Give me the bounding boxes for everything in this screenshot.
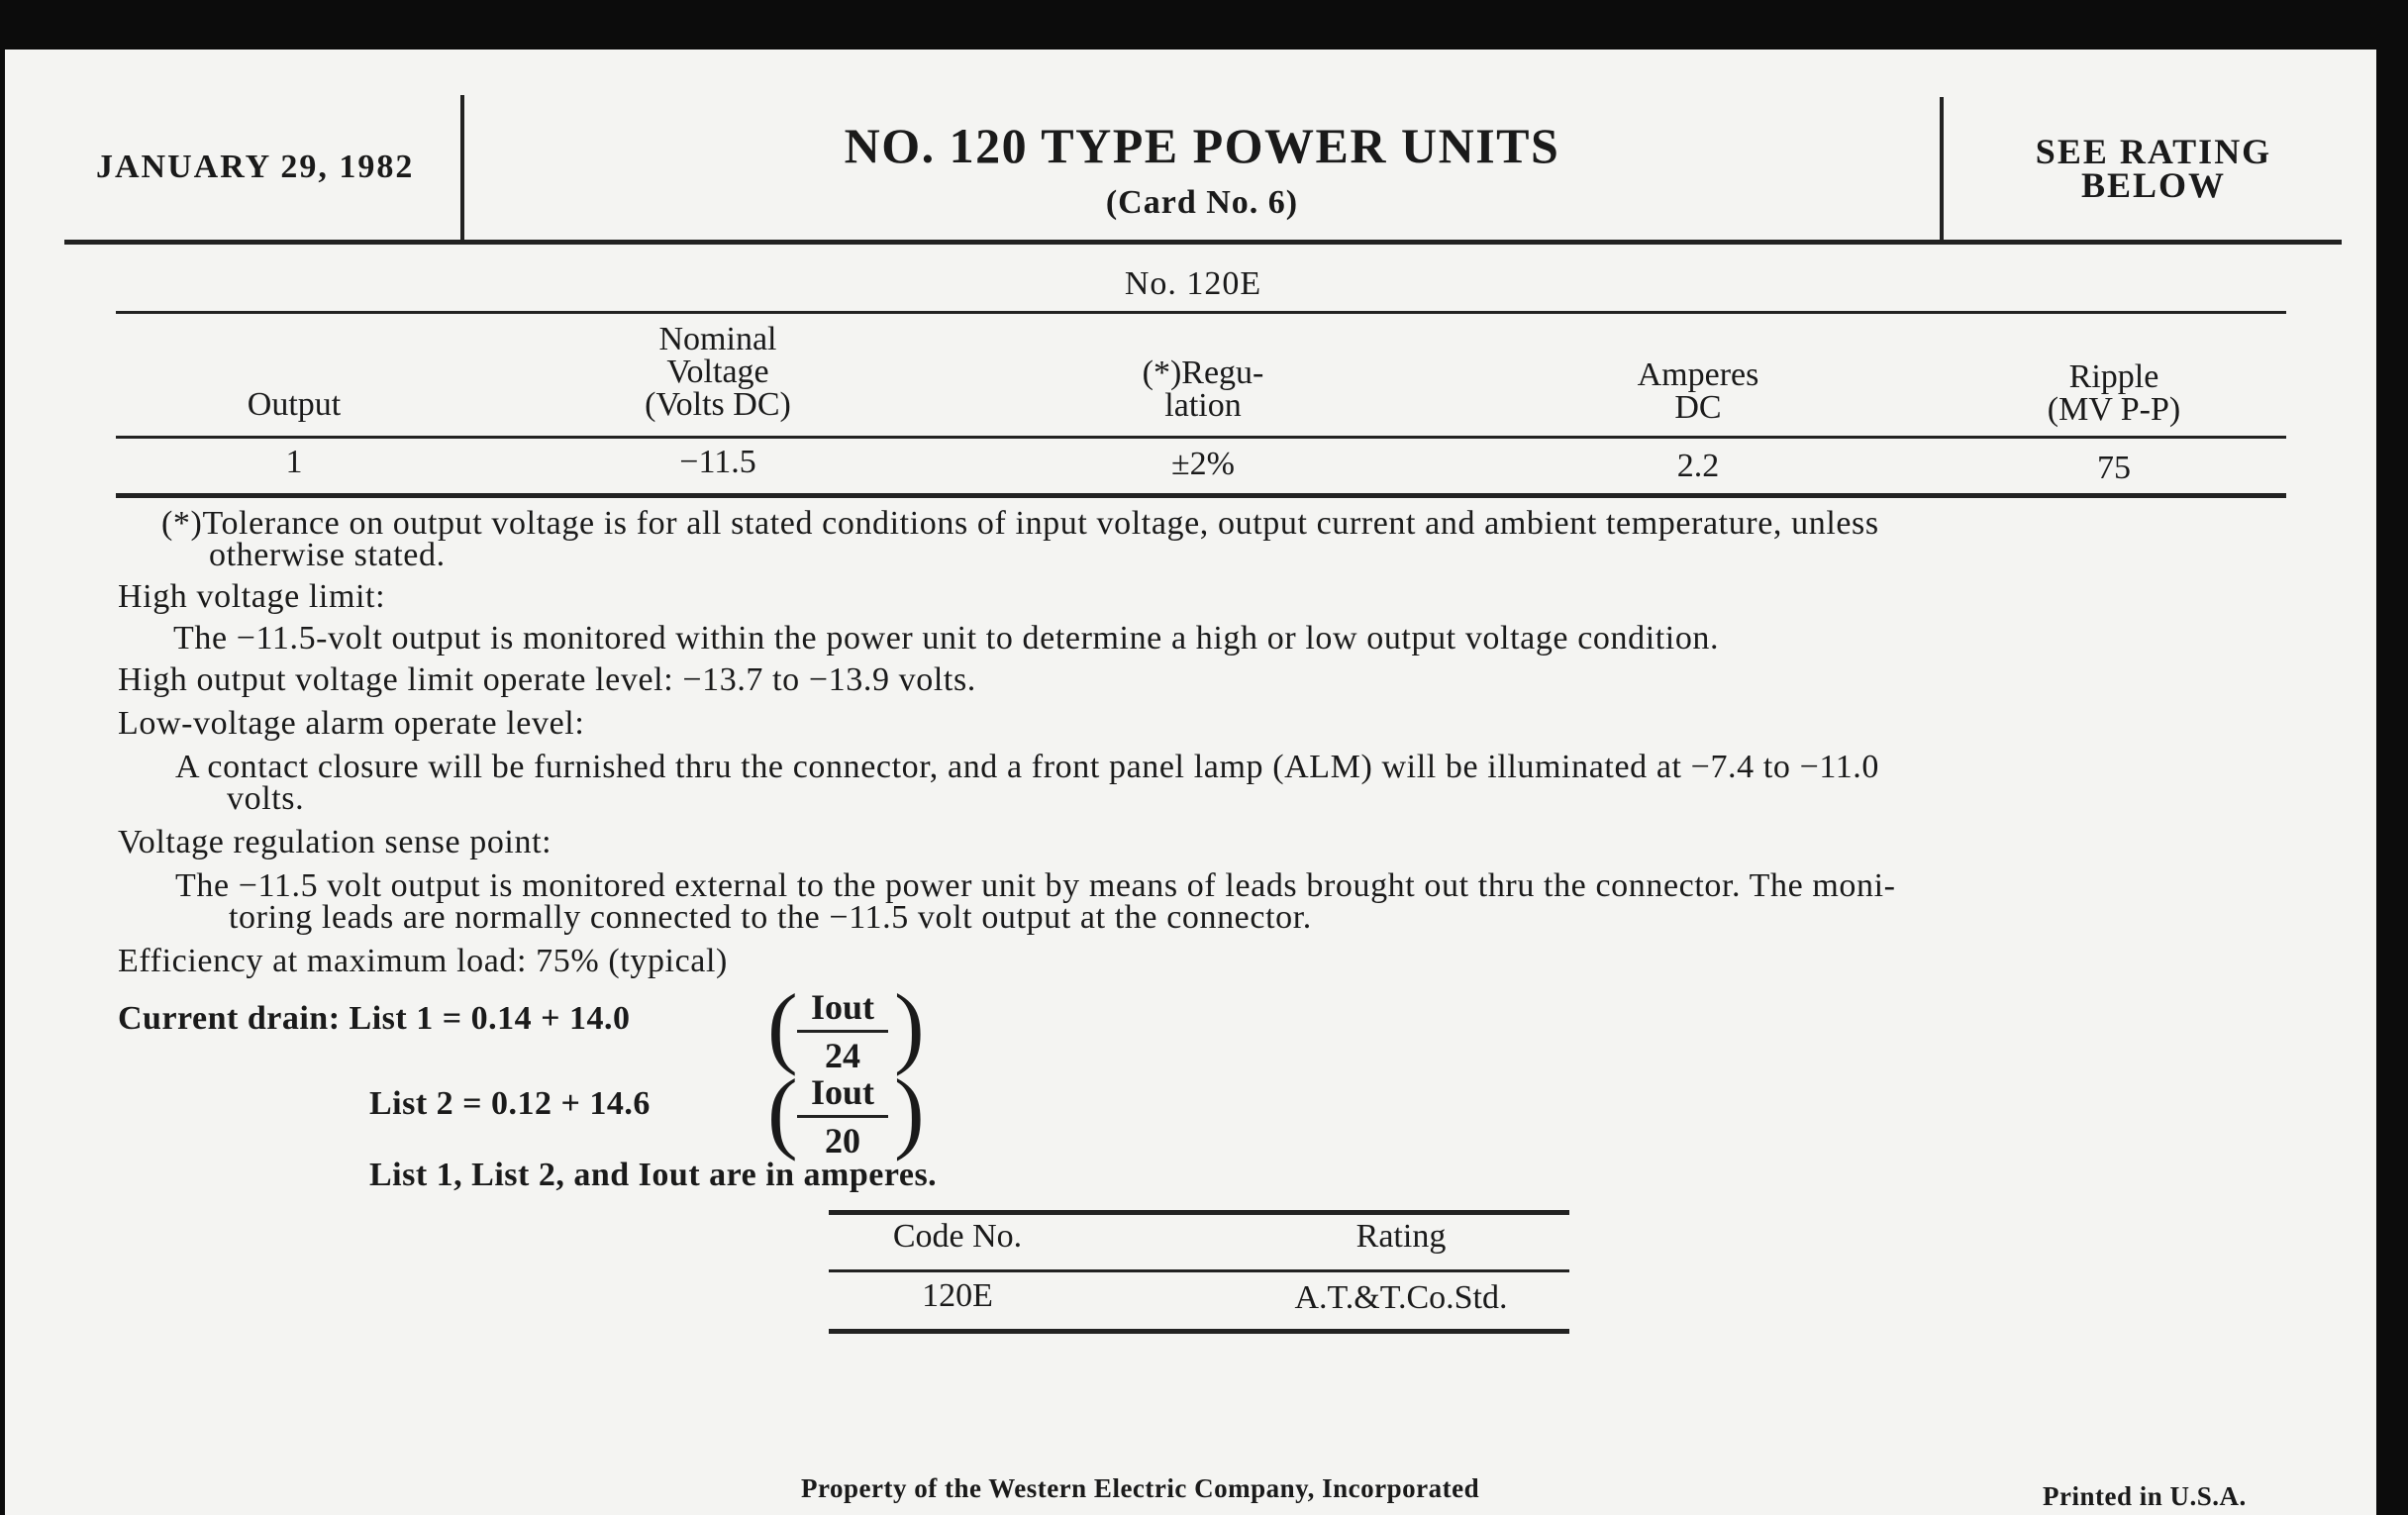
cell-ripple: 75 [2097,450,2131,486]
lv-alarm-heading: Low-voltage alarm operate level: [118,705,585,742]
list2-denominator: 20 [797,1115,888,1162]
list1-fraction [797,986,888,1076]
list2-paren-right: ) [894,1060,925,1162]
rating-col-code: Code No. [892,1218,1023,1255]
rating-notice-line1: SEE RATING [2035,132,2272,171]
spec-table-header-rule [116,436,2286,439]
current-drain-list2: List 2 = 0.12 + 14.6 [369,1085,651,1122]
col-header-ripple-l2: (MV P-P) [2047,391,2181,428]
list1-paren-right: ) [894,975,925,1076]
list1-denominator: 24 [797,1030,888,1076]
spec-table-caption: No. 120E [1124,265,1262,302]
rating-col-rating: Rating [1355,1218,1447,1255]
col-header-voltage-l1: Nominal [658,321,777,357]
header-rule [64,240,2342,245]
cell-voltage: −11.5 [679,444,756,480]
lv-alarm-line2: volts. [227,780,305,817]
spec-card [5,50,2376,1515]
list1-numerator: Iout [810,987,875,1027]
col-header-voltage [520,323,916,421]
col-header-voltage-l2: Voltage [666,354,769,390]
spec-table-bottom-rule [116,493,2286,498]
cell-regulation: ±2% [1171,446,1235,482]
lv-alarm-line1: A contact closure will be furnished thru the connector, and a front panel lamp (ALM) will be illuminated at −7.4 to −11.0 [175,749,1880,785]
card-number: (Card No. 6) [1105,184,1299,221]
footer-printed: Printed in U.S.A. [2043,1481,2247,1511]
rating-table-top-rule [829,1210,1569,1215]
header-date: JANUARY 29, 1982 [96,149,415,185]
rating-cell-rating: A.T.&T.Co.Std. [1294,1279,1508,1316]
rating-table-bottom-rule [829,1329,1569,1334]
spec-table-top-rule [116,311,2286,314]
header-divider-right [1940,97,1944,242]
col-header-amperes-l1: Amperes [1637,356,1759,393]
sense-point-line1: The −11.5 volt output is monitored external to the power unit by means of leads brought out thru the connector. The moni- [175,867,1896,904]
col-header-ripple-l1: Ripple [2068,358,2159,395]
efficiency-note: Efficiency at maximum load: 75% (typical) [118,943,728,979]
hv-limit-heading: High voltage limit: [118,578,386,615]
sense-point-heading: Voltage regulation sense point: [118,824,552,860]
col-header-amperes-l2: DC [1674,389,1722,426]
col-header-ripple [1916,360,2312,426]
current-drain-list1: Current drain: List 1 = 0.14 + 14.0 [118,1000,631,1037]
rating-notice-line2: BELOW [2080,165,2227,205]
col-header-voltage-l3: (Volts DC) [645,386,791,423]
col-header-regulation [1005,356,1401,422]
footer-property: Property of the Western Electric Company, Incorporated [801,1473,1480,1503]
col-header-regulation-l2: lation [1164,387,1242,424]
rating-cell-code: 120E [922,1277,993,1314]
col-header-regulation-l1: (*)Regu- [1142,354,1264,391]
col-header-output: Output [247,386,342,423]
list2-fraction [797,1071,888,1162]
col-header-amperes [1500,358,1896,424]
current-drain-units-note: List 1, List 2, and Iout are in amperes. [369,1157,938,1193]
list1-paren-left: ( [767,975,798,1076]
hv-limit-text: The −11.5-volt output is monitored within the power unit to determine a high or low output voltage condition. [173,620,1720,656]
tolerance-note-line2: otherwise stated. [209,537,446,573]
page-title: NO. 120 TYPE POWER UNITS [844,118,1560,173]
tolerance-note-line1: (*)Tolerance on output voltage is for all stated conditions of input voltage, output current and ambient temperature, unless [161,505,1879,542]
list2-numerator: Iout [810,1072,875,1112]
rating-table-header-rule [829,1269,1569,1272]
sense-point-line2: toring leads are normally connected to the −11.5 volt output at the connector. [229,899,1312,936]
list2-paren-left: ( [767,1060,798,1162]
hv-operate-level: High output voltage limit operate level: −13.7 to −13.9 volts. [118,661,976,698]
rating-notice [1946,132,2361,205]
cell-amperes: 2.2 [1676,448,1720,484]
cell-output: 1 [285,444,303,480]
